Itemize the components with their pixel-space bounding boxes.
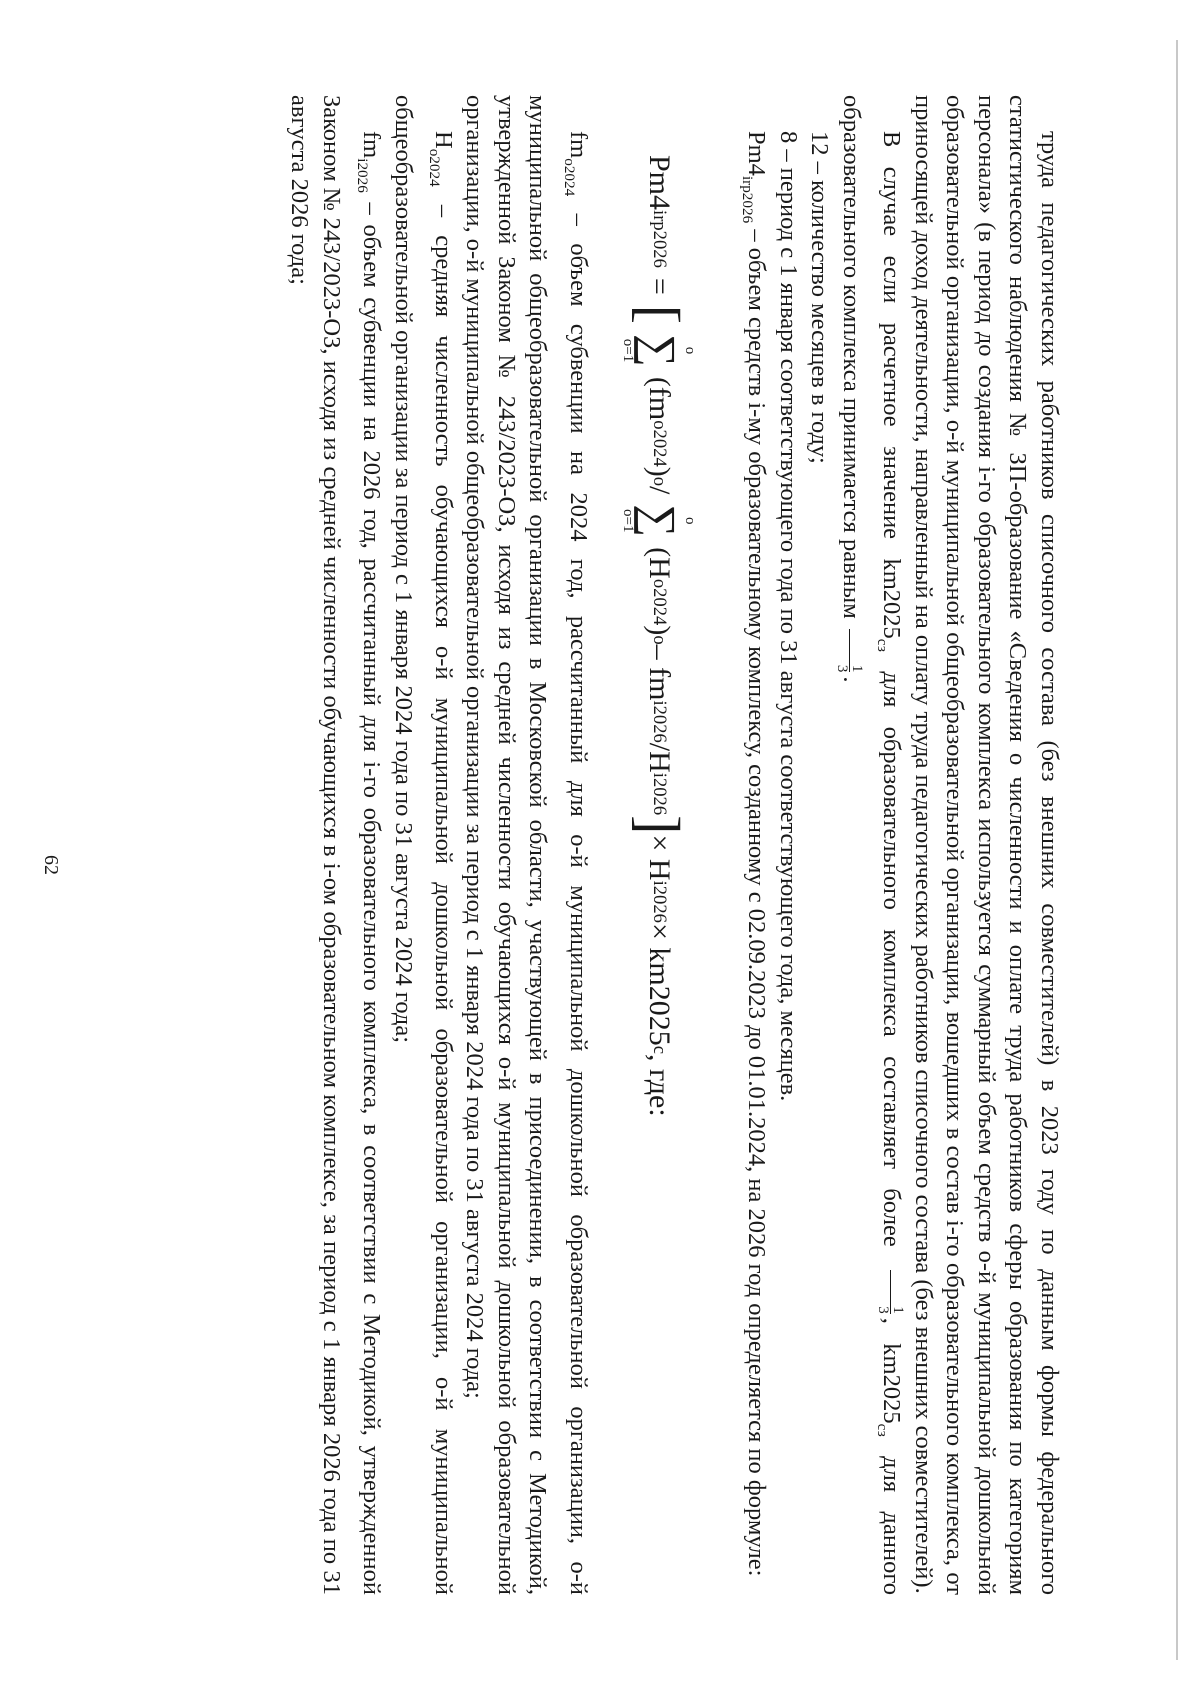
paragraph-1: труда педагогических работников списочного состава (без внешних совместителей) в 2023 году по данным формы федерального статистического наблюдения № ЗП-образование «Сведения о численности и оплате труда работников сферы образования по категориям персонала» (в период до создания i-го образовательного комплекса используется суммарный объем средств о-й муниципальной дошкольной образовательной организации, о-й муниципальной общеобразовательной организации, вошедших в состав i-го образовательного комплекса, от приносящей доход деятельности, направленный на оплату труда педагогических работников списочного состава (без внешних совместителей). (910, 95, 1063, 1595)
paragraph-5: $Pm4_{irp2026}$ – объем средств i-му образовательному комплексу, созданному с 02.09.2023 до 01.01.2024, на 2026 год определяется по формуле: (739, 131, 771, 1577)
paragraph-2: В случае если расчетное значение $km2025_{сз}$ для образовательного комплекса составляет более 1 3 , $km2025_{сз}$ для данного образовательного комплекса принимается равным 1 3 . (834, 95, 906, 1596)
right-bracket: ] (626, 815, 692, 835)
paragraph-8: $fm_{i2026}$ – объем субвенции на 2026 год, рассчитанный для i-го образовательного комплекса, в соответствии с Методикой, утвержденной Законом № 243/2023-ОЗ, исходя из средней численности обучающихся в i-ом образовательном комплексе, за период с 1 января 2026 года по 31 августа 2026 года; (286, 95, 386, 1595)
paragraph-4: 8 – период с 1 января соответствующего года по 31 августа соответствующего года, месяцев. (774, 131, 802, 1102)
paragraph-6: $fm_{o2024}$ – объем субвенции на 2024 год, рассчитанный для о-й муниципальной дошкольной образовательной организации, о-й муниципальной общеобразовательной организации в Московской области, участвующей в присоединении, в соответствии с Методикой, утвержденной Законом № 243/2023-ОЗ, исходя из средней численности обучающихся о-й муниципальной дошкольной образовательной организации, о-й муниципальной общеобразовательной организации за период с 1 января 2024 года по 31 августа 2024 года; (461, 95, 592, 1595)
sum-symbol: o ∑ o=1 (619, 334, 698, 367)
page-edge-line (1176, 40, 1178, 1660)
fraction-one-third: 1 3 (835, 629, 864, 673)
paragraph-3: 12 – количество месяцев в году; (806, 131, 834, 464)
page-number: 62 (40, 855, 62, 875)
fraction-one-third: 1 3 (876, 1270, 905, 1314)
sum-symbol: o ∑ o=1 (619, 504, 698, 538)
left-bracket: [ (626, 304, 692, 325)
formula: Pm4 irp2026 = [ o ∑ o=1 (fm o2024 ) o / o ∑ o=1 (Н o2024 ) o – fm i2026 /Н i2026 ] × Н i2026 × km2025 с , где: (619, 155, 698, 1117)
paragraph-7: $Н_{o2024}$ – средняя численность обучающихся о-й муниципальной дошкольной образовательной организации, о-й муниципальной общеобразовательной организации за период с 1 января 2024 года по 31 августа 2024 года; (389, 95, 457, 1595)
document-body (165, 95, 1065, 1595)
